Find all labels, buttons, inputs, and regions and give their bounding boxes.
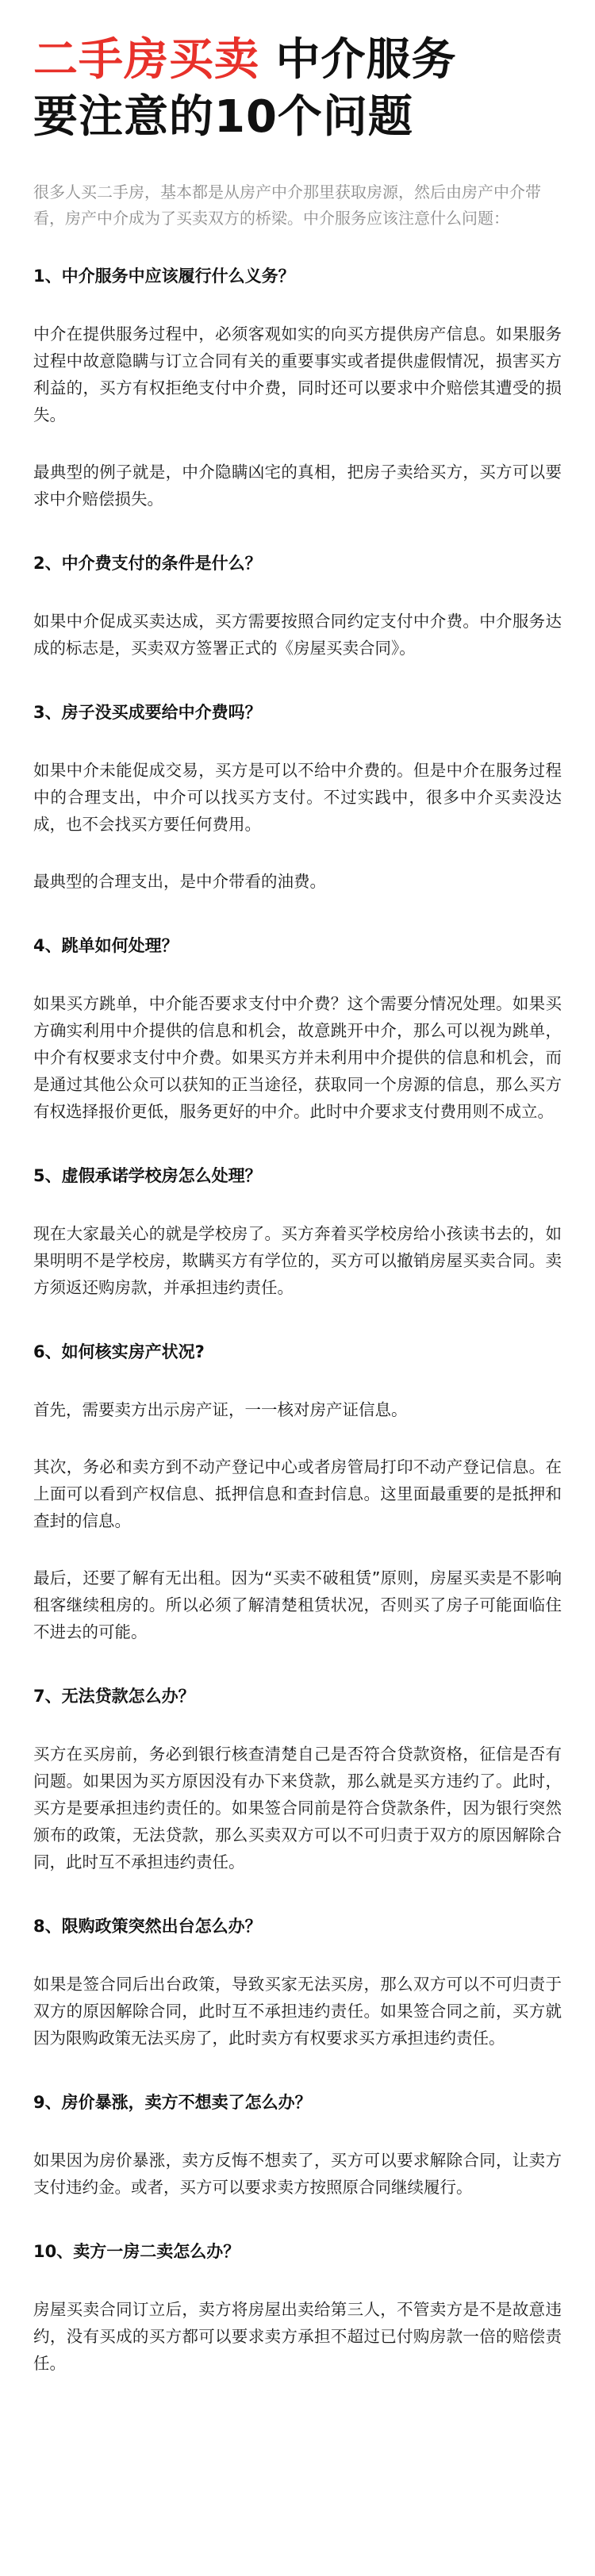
answer-paragraph: 如果中介未能促成交易，买方是可以不给中介费的。但是中介在服务过程中的合理支出，中介可以找买方支付。不过实践中，很多中介买卖没达成，也不会找买方要任何费用。 [33,761,562,834]
question-heading: 9、房价暴涨，卖方不想卖了怎么办？ [33,2093,312,2112]
answer-paragraph: 首先，需要卖方出示房产证，一一核对房产证信息。 [33,1400,408,1419]
question-heading: 3、房子没买成要给中介费吗？ [33,703,262,722]
answer-paragraph: 现在大家最关心的就是学校房了。买方奔着买学校房给小孩读书去的，如果明明不是学校房，欺瞒买方有学位的，买方可以撤销房屋买卖合同。卖方须返还购房款，并承担违约责任。 [33,1224,562,1297]
question-heading: 1、中介服务中应该履行什么义务？ [33,267,295,286]
answer-paragraph: 如果因为房价暴涨，卖方反悔不想卖了，买方可以要求解除合同，让卖方支付违约金。或者，买方可以要求卖方按照原合同继续履行。 [33,2151,562,2197]
question-section [33,1339,562,1645]
question-heading: 6、如何核实房产状况? [33,1342,205,1361]
answer-paragraph: 买方在买房前，务必到银行核查清楚自己是否符合贷款资格，征信是否有问题。如果因为买方原因没有办下来贷款，那么就是买方违约了。此时，买方是要承担违约责任的。如果签合同前是符合贷款条件，因为银行突然颁布的政策，无法贷款，那么买卖双方可以不可归责于双方的原因解除合同，此时互不承担违约责任。 [33,1745,562,1872]
question-heading: 7、无法贷款怎么办？ [33,1687,195,1706]
question-section [33,2239,562,2377]
answer-paragraph: 最典型的例子就是，中介隐瞒凶宅的真相，把房子卖给买方，买方可以要求中介赔偿损失。 [33,463,562,509]
answer-paragraph: 如果是签合同后出台政策，导致买家无法买房，那么双方可以不可归责于双方的原因解除合同，此时互不承担违约责任。如果签合同之前，买方就因为限购政策无法买房了，此时卖方有权要求买方承担违约责任。 [33,1975,562,2048]
answer-paragraph: 如果中介促成买卖达成，买方需要按照合同约定支付中介费。中介服务达成的标志是，买卖双方签署正式的《房屋买卖合同》。 [33,612,562,658]
question-heading: 2、中介费支付的条件是什么？ [33,554,262,573]
answer-paragraph: 其次，务必和卖方到不动产登记中心或者房管局打印不动产登记信息。在上面可以看到产权信息、抵押信息和查封信息。这里面最重要的是抵押和查封的信息。 [33,1457,562,1530]
answer-paragraph: 最后，还要了解有无出租。因为“买卖不破租赁”原则，房屋买卖是不影响租客继续租房的。所以必须了解清楚租赁状况，否则买了房子可能面临住不进去的可能。 [33,1568,562,1641]
question-section [33,2090,562,2201]
title-highlight: 二手房买卖 [33,34,259,86]
question-section [33,551,562,662]
title-part-2: 要注意的10个问题 [33,91,413,143]
question-section [33,1163,562,1301]
question-list [33,263,562,2377]
answer-paragraph: 中介在提供服务过程中，必须客观如实的向买方提供房产信息。如果服务过程中故意隐瞒与订立合同有关的重要事实或者提供虚假情况，损害买方利益的，买方有权拒绝支付中介费，同时还可以要求中介赔偿其遭受的损失。 [33,324,562,424]
page-title [33,32,562,146]
question-section [33,1914,562,2052]
question-section [33,700,562,895]
question-section [33,1683,562,1875]
intro-text: 很多人买二手房，基本都是从房产中介那里获取房源，然后由房产中介带看，房产中介成为了买卖双方的桥梁。中介服务应该注意什么问题： [33,182,541,228]
answer-paragraph: 如果买方跳单，中介能否要求支付中介费？这个需要分情况处理。如果买方确实利用中介提供的信息和机会，故意跳开中介，那么可以视为跳单，中介有权要求支付中介费。如果买方并未利用中介提供的信息和机会，而是通过其他公众可以获知的正当途径，获取同一个房源的信息，那么买方有权选择报价更低，服务更好的中介。此时中介要求支付费用则不成立。 [33,994,562,1121]
question-heading: 10、卖方一房二卖怎么办？ [33,2242,240,2261]
answer-paragraph: 最典型的合理支出，是中介带看的油费。 [33,872,326,891]
title-part-1: 中介服务 [259,34,457,86]
answer-paragraph: 房屋买卖合同订立后，卖方将房屋出卖给第三人，不管卖方是不是故意违约，没有买成的买方都可以要求卖方承担不超过已付购房款一倍的赔偿责任。 [33,2300,562,2373]
question-section [33,933,562,1125]
question-heading: 4、跳单如何处理？ [33,936,178,955]
question-heading: 5、虚假承诺学校房怎么处理？ [33,1166,262,1185]
question-section [33,263,562,513]
question-heading: 8、限购政策突然出台怎么办？ [33,1917,262,1936]
